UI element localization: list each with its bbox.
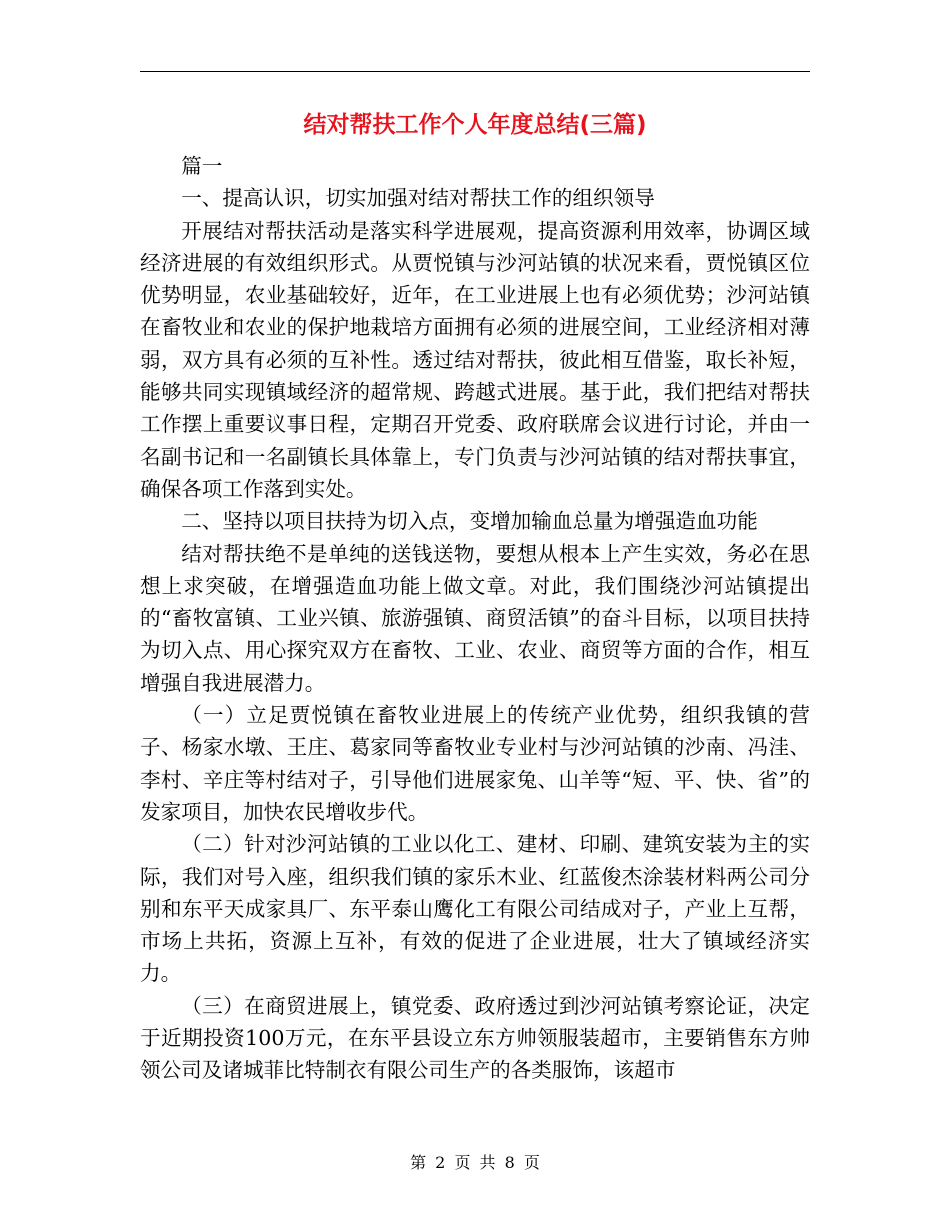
section-heading-2: 二、坚持以项目扶持为切入点，变增加输血总量为增强造血功能 <box>181 509 758 534</box>
body-paragraph-4: （二）针对沙河站镇的工业以化工、建材、印刷、建筑安装为主的实际，我们对号入座，组织我们镇的家乐木业、红蓝俊杰涂装材料两公司分别和东平天成家具厂、东平泰山鹰化工有限公司结成对子，产业上互帮，市场上共拓，资源上互补，有效的促进了企业进展，壮大了镇域经济实力。 <box>140 832 810 986</box>
document-title: 结对帮扶工作个人年度总结(三篇) <box>303 112 647 138</box>
document-body <box>140 150 810 1087</box>
body-paragraph-5: （三）在商贸进展上，镇党委、政府透过到沙河站镇考察论证，决定于近期投资100万元，在东平县设立东方帅领服装超市，主要销售东方帅领公司及诸城菲比特制衣有限公司生产的各类服饰，该超市 <box>140 993 810 1083</box>
body-paragraph-3: （一）立足贾悦镇在畜牧业进展上的传统产业优势，组织我镇的营子、杨家水墩、王庄、葛家同等畜牧业专业村与沙河站镇的沙南、冯洼、李村、辛庄等村结对子，引导他们进展家兔、山羊等“短、平、快、省”的发家项目，加快农民增收步代。 <box>140 703 810 824</box>
header-rule <box>140 71 810 72</box>
section-heading-1: 一、提高认识，切实加强对结对帮扶工作的组织领导 <box>181 186 655 211</box>
page-number-footer: 第 2 页 共 8 页 <box>410 1153 540 1172</box>
section-label: 篇一 <box>181 154 223 178</box>
body-paragraph-2: 结对帮扶绝不是单纯的送钱送物，要想从根本上产生实效，务必在思想上求突破，在增强造血功能上做文章。对此，我们围绕沙河站镇提出的“畜牧富镇、工业兴镇、旅游强镇、商贸活镇”的奋斗目标，以项目扶持为切入点、用心探究双方在畜牧、工业、农业、商贸等方面的合作，相互增强自我进展潜力。 <box>140 541 810 695</box>
body-paragraph-1: 开展结对帮扶活动是落实科学进展观，提高资源利用效率，协调区域经济进展的有效组织形式。从贾悦镇与沙河站镇的状况来看，贾悦镇区位优势明显，农业基础较好，近年，在工业进展上也有必须优势；沙河站镇在畜牧业和农业的保护地栽培方面拥有必须的进展空间，工业经济相对薄弱，双方具有必须的互补性。透过结对帮扶，彼此相互借鉴，取长补短，能够共同实现镇域经济的超常规、跨越式进展。基于此，我们把结对帮扶工作摆上重要议事日程，定期召开党委、政府联席会议进行讨论，并由一名副书记和一名副镇长具体靠上，专门负责与沙河站镇的结对帮扶事宜，确保各项工作落到实处。 <box>140 218 810 501</box>
